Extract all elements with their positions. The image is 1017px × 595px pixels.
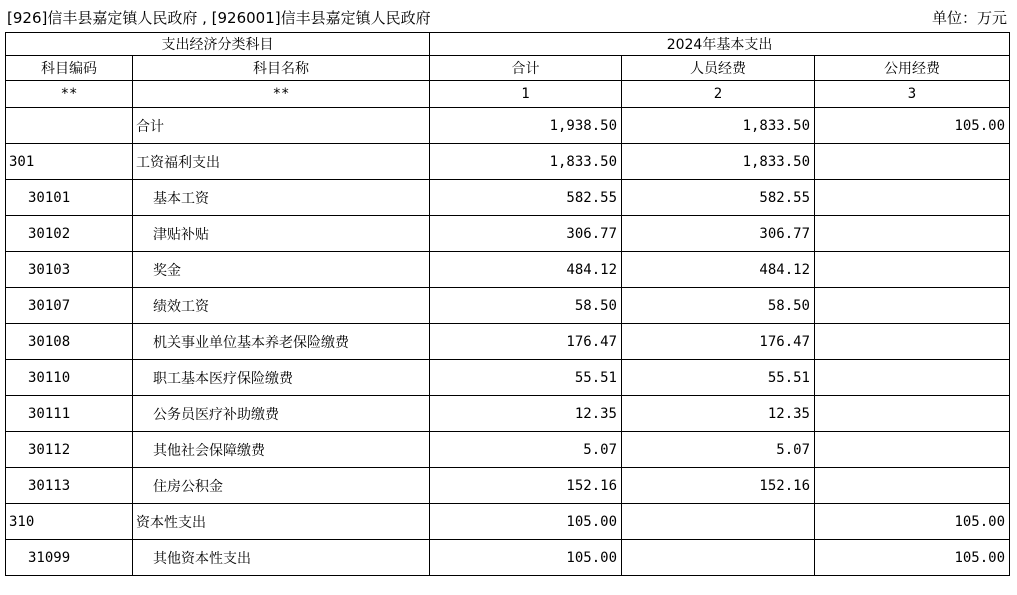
table-row — [6, 180, 1010, 216]
cell-name: 合计 — [133, 108, 430, 144]
cell-public — [815, 252, 1010, 288]
index-total: 1 — [430, 81, 622, 108]
cell-personnel: 5.07 — [622, 432, 815, 468]
cell-personnel: 176.47 — [622, 324, 815, 360]
cell-name: 绩效工资 — [133, 288, 430, 324]
cell-name: 公务员医疗补助缴费 — [133, 396, 430, 432]
header-row-index — [6, 81, 1010, 108]
index-name: ** — [133, 81, 430, 108]
index-code: ** — [6, 81, 133, 108]
col-header-total: 合计 — [430, 56, 622, 81]
cell-total: 582.55 — [430, 180, 622, 216]
cell-personnel: 58.50 — [622, 288, 815, 324]
cell-code: 301 — [6, 144, 133, 180]
unit-label: 单位：万元 — [931, 9, 1007, 27]
table-row — [6, 468, 1010, 504]
cell-total: 5.07 — [430, 432, 622, 468]
cell-personnel: 484.12 — [622, 252, 815, 288]
cell-total: 176.47 — [430, 324, 622, 360]
cell-personnel: 306.77 — [622, 216, 815, 252]
cell-code: 31099 — [6, 540, 133, 576]
table-row — [6, 144, 1010, 180]
table-row — [6, 324, 1010, 360]
cell-personnel: 1,833.50 — [622, 108, 815, 144]
cell-personnel — [622, 504, 815, 540]
table-row — [6, 360, 1010, 396]
cell-name: 工资福利支出 — [133, 144, 430, 180]
cell-public — [815, 180, 1010, 216]
cell-total: 12.35 — [430, 396, 622, 432]
header-row-columns — [6, 56, 1010, 81]
group-header-subject: 支出经济分类科目 — [6, 33, 430, 56]
cell-name: 住房公积金 — [133, 468, 430, 504]
cell-total: 58.50 — [430, 288, 622, 324]
table-row — [6, 432, 1010, 468]
cell-name: 基本工资 — [133, 180, 430, 216]
cell-total: 306.77 — [430, 216, 622, 252]
cell-public — [815, 288, 1010, 324]
cell-code: 30111 — [6, 396, 133, 432]
cell-name: 职工基本医疗保险缴费 — [133, 360, 430, 396]
cell-personnel: 55.51 — [622, 360, 815, 396]
cell-name: 机关事业单位基本养老保险缴费 — [133, 324, 430, 360]
cell-personnel: 152.16 — [622, 468, 815, 504]
cell-code: 30101 — [6, 180, 133, 216]
col-header-code: 科目编码 — [6, 56, 133, 81]
cell-name: 其他资本性支出 — [133, 540, 430, 576]
cell-public — [815, 144, 1010, 180]
cell-total: 484.12 — [430, 252, 622, 288]
cell-personnel — [622, 540, 815, 576]
table-row — [6, 504, 1010, 540]
table-row — [6, 216, 1010, 252]
cell-code: 30103 — [6, 252, 133, 288]
cell-code: 30113 — [6, 468, 133, 504]
table-row — [6, 108, 1010, 144]
cell-code: 30107 — [6, 288, 133, 324]
cell-name: 津贴补贴 — [133, 216, 430, 252]
cell-personnel: 1,833.50 — [622, 144, 815, 180]
report-header — [7, 7, 1007, 29]
cell-name: 奖金 — [133, 252, 430, 288]
expenditure-table — [5, 32, 1010, 576]
cell-public — [815, 432, 1010, 468]
index-public: 3 — [815, 81, 1010, 108]
header-row-group — [6, 33, 1010, 56]
cell-code: 30112 — [6, 432, 133, 468]
cell-code: 30110 — [6, 360, 133, 396]
cell-total: 55.51 — [430, 360, 622, 396]
cell-personnel: 12.35 — [622, 396, 815, 432]
cell-name: 其他社会保障缴费 — [133, 432, 430, 468]
table-row — [6, 288, 1010, 324]
cell-code — [6, 108, 133, 144]
table-row — [6, 540, 1010, 576]
cell-total: 1,938.50 — [430, 108, 622, 144]
cell-name: 资本性支出 — [133, 504, 430, 540]
cell-total: 152.16 — [430, 468, 622, 504]
cell-total: 105.00 — [430, 504, 622, 540]
cell-code: 30102 — [6, 216, 133, 252]
cell-public — [815, 360, 1010, 396]
cell-public — [815, 396, 1010, 432]
col-header-public: 公用经费 — [815, 56, 1010, 81]
cell-public: 105.00 — [815, 108, 1010, 144]
cell-public — [815, 324, 1010, 360]
org-title: [926]信丰县嘉定镇人民政府 , [926001]信丰县嘉定镇人民政府 — [7, 9, 431, 27]
table-row — [6, 396, 1010, 432]
cell-total: 1,833.50 — [430, 144, 622, 180]
index-personnel: 2 — [622, 81, 815, 108]
cell-public: 105.00 — [815, 504, 1010, 540]
cell-code: 30108 — [6, 324, 133, 360]
cell-code: 310 — [6, 504, 133, 540]
col-header-name: 科目名称 — [133, 56, 430, 81]
cell-total: 105.00 — [430, 540, 622, 576]
cell-public: 105.00 — [815, 540, 1010, 576]
group-header-basic-expenditure: 2024年基本支出 — [430, 33, 1010, 56]
cell-personnel: 582.55 — [622, 180, 815, 216]
col-header-personnel: 人员经费 — [622, 56, 815, 81]
table-row — [6, 252, 1010, 288]
cell-public — [815, 216, 1010, 252]
cell-public — [815, 468, 1010, 504]
